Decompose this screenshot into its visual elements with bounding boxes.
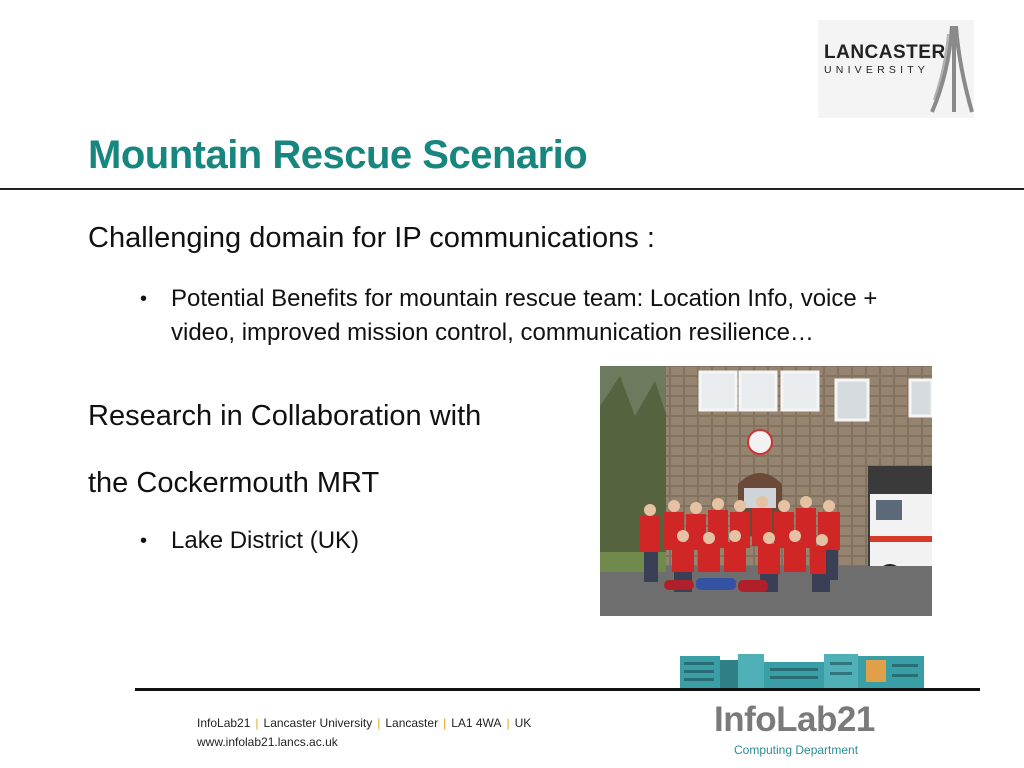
footer-separator: | — [255, 716, 259, 730]
logo-line-2: UNIVERSITY — [824, 64, 930, 76]
bullet-dot: • — [140, 530, 148, 552]
bullet-cockermouth-mrt: the Cockermouth MRT — [88, 467, 380, 499]
footer-part: Lancaster University — [263, 716, 373, 730]
footer-separator: | — [506, 716, 510, 730]
rescue-team-photo-illustration — [600, 366, 932, 616]
footer-part: InfoLab21 — [197, 716, 251, 730]
footer-separator: | — [377, 716, 381, 730]
logo-line-1: LANCASTER — [824, 42, 946, 63]
infolab-building-icon — [676, 650, 926, 692]
title-divider — [0, 188, 1024, 190]
bullet-dot: • — [140, 288, 148, 310]
slide-title: Mountain Rescue Scenario — [88, 133, 588, 177]
bullet-challenging-domain: Challenging domain for IP communications : — [88, 222, 655, 254]
footer-address — [197, 716, 531, 730]
infolab-department: Computing Department — [734, 743, 859, 757]
rescue-team-photo — [600, 366, 932, 616]
lancaster-tower-icon — [930, 24, 974, 114]
footer-part: UK — [514, 716, 532, 730]
footer-url: www.infolab21.lancs.ac.uk — [197, 735, 338, 749]
footer-separator: | — [443, 716, 447, 730]
footer-part: LA1 4WA — [451, 716, 502, 730]
footer-part: Lancaster — [385, 716, 439, 730]
sub-bullet-text: Potential Benefits for mountain rescue team: Location Info, voice + video, improved mission control, communication resilience… — [171, 285, 878, 346]
lancaster-university-logo — [818, 20, 974, 118]
bullet-research-collaboration: Research in Collaboration with — [88, 400, 482, 432]
sub-bullet-text: Lake District (UK) — [171, 527, 360, 554]
infolab-brand: InfoLab21 — [714, 700, 875, 739]
